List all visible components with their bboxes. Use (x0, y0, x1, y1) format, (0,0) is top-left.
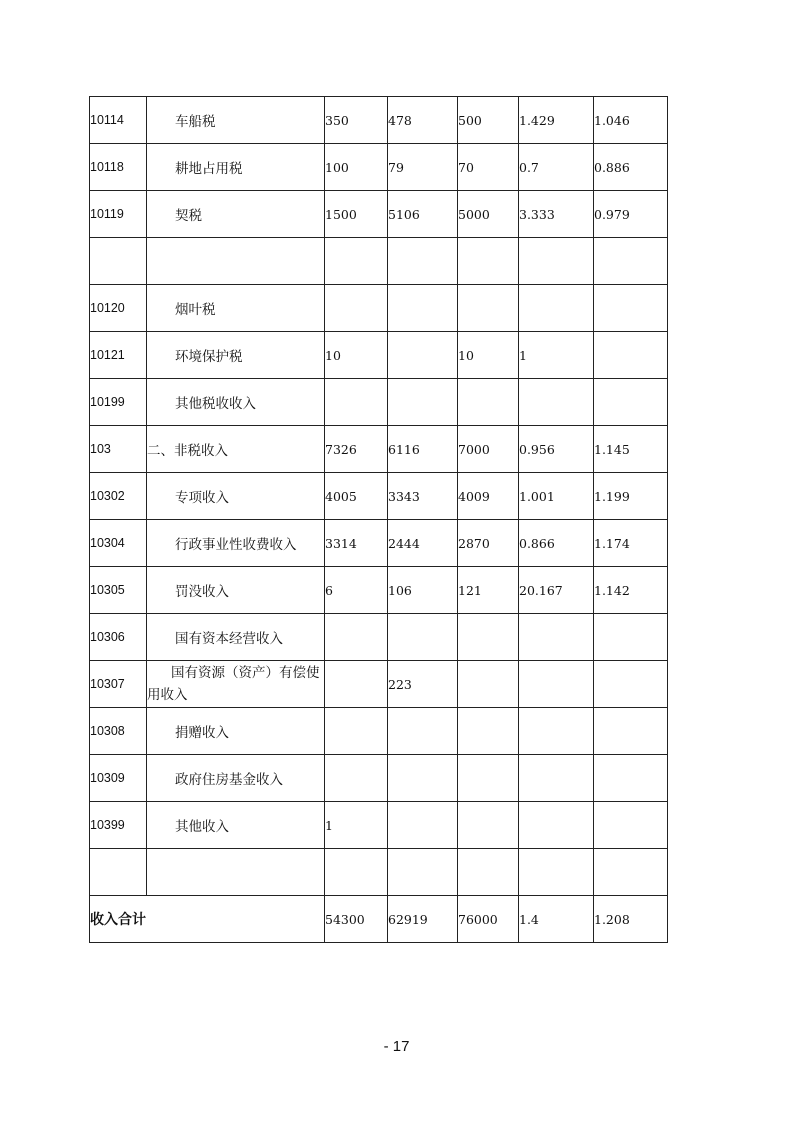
table-row (90, 520, 668, 567)
table-row (90, 379, 668, 426)
row-value-1 (325, 849, 388, 896)
row-code: 10307 (90, 661, 147, 708)
row-ratio-2 (594, 332, 668, 379)
row-value-1 (325, 661, 388, 708)
row-name: 契税 (147, 191, 325, 238)
row-value-1: 1 (325, 802, 388, 849)
row-value-2 (388, 849, 458, 896)
total-value-3: 76000 (458, 896, 519, 943)
row-value-1 (325, 755, 388, 802)
total-value-2: 62919 (388, 896, 458, 943)
row-value-1: 1500 (325, 191, 388, 238)
row-ratio-2 (594, 285, 668, 332)
table-row (90, 191, 668, 238)
row-code: 10302 (90, 473, 147, 520)
row-code: 10306 (90, 614, 147, 661)
row-value-2 (388, 614, 458, 661)
row-ratio-1: 1.001 (519, 473, 594, 520)
row-code: 10119 (90, 191, 147, 238)
row-value-1: 100 (325, 144, 388, 191)
row-value-3 (458, 238, 519, 285)
row-value-1 (325, 379, 388, 426)
row-value-2 (388, 755, 458, 802)
table-row (90, 97, 668, 144)
row-value-2: 3343 (388, 473, 458, 520)
revenue-table (89, 96, 668, 943)
row-name: 专项收入 (147, 473, 325, 520)
row-value-3: 5000 (458, 191, 519, 238)
row-ratio-1 (519, 238, 594, 285)
row-name: 国有资本经营收入 (147, 614, 325, 661)
row-code: 10118 (90, 144, 147, 191)
row-value-3: 500 (458, 97, 519, 144)
row-name: 行政事业性收费收入 (147, 520, 325, 567)
row-name (147, 238, 325, 285)
row-name: 耕地占用税 (147, 144, 325, 191)
row-code: 10114 (90, 97, 147, 144)
row-value-2 (388, 802, 458, 849)
row-ratio-2: 1.145 (594, 426, 668, 473)
row-value-1: 350 (325, 97, 388, 144)
row-code: 10305 (90, 567, 147, 614)
row-value-1 (325, 708, 388, 755)
row-value-2: 5106 (388, 191, 458, 238)
row-value-2 (388, 379, 458, 426)
table-row (90, 238, 668, 285)
row-value-3: 7000 (458, 426, 519, 473)
row-ratio-2 (594, 379, 668, 426)
table-row (90, 567, 668, 614)
row-name: 烟叶税 (147, 285, 325, 332)
total-row (90, 896, 668, 943)
row-value-2: 2444 (388, 520, 458, 567)
row-ratio-1: 1 (519, 332, 594, 379)
row-ratio-1: 20.167 (519, 567, 594, 614)
row-value-3: 10 (458, 332, 519, 379)
row-value-1 (325, 238, 388, 285)
row-ratio-2 (594, 238, 668, 285)
row-value-3: 70 (458, 144, 519, 191)
row-ratio-2 (594, 755, 668, 802)
row-ratio-1 (519, 285, 594, 332)
row-ratio-2 (594, 849, 668, 896)
row-ratio-1: 0.7 (519, 144, 594, 191)
row-ratio-1: 1.429 (519, 97, 594, 144)
row-value-3: 121 (458, 567, 519, 614)
row-ratio-2 (594, 708, 668, 755)
row-ratio-2: 1.174 (594, 520, 668, 567)
row-name: 其他收入 (147, 802, 325, 849)
row-name: 政府住房基金收入 (147, 755, 325, 802)
row-value-1: 10 (325, 332, 388, 379)
row-name: 其他税收收入 (147, 379, 325, 426)
row-code: 10309 (90, 755, 147, 802)
total-label: 收入合计 (90, 896, 325, 943)
total-ratio-2: 1.208 (594, 896, 668, 943)
row-value-3 (458, 285, 519, 332)
row-value-1: 7326 (325, 426, 388, 473)
row-name: 二、非税收入 (147, 426, 325, 473)
row-value-2 (388, 708, 458, 755)
row-name (147, 661, 325, 708)
total-ratio-1: 1.4 (519, 896, 594, 943)
row-value-3 (458, 849, 519, 896)
row-code (90, 849, 147, 896)
table-row (90, 285, 668, 332)
row-value-2: 6116 (388, 426, 458, 473)
row-value-3 (458, 802, 519, 849)
row-ratio-1: 3.333 (519, 191, 594, 238)
row-name (147, 849, 325, 896)
row-ratio-2: 1.046 (594, 97, 668, 144)
row-value-3 (458, 708, 519, 755)
row-value-3 (458, 614, 519, 661)
row-ratio-1 (519, 755, 594, 802)
row-name: 车船税 (147, 97, 325, 144)
row-code: 10121 (90, 332, 147, 379)
row-ratio-2: 0.886 (594, 144, 668, 191)
row-value-2: 478 (388, 97, 458, 144)
row-value-2 (388, 332, 458, 379)
row-code: 103 (90, 426, 147, 473)
row-ratio-2: 0.979 (594, 191, 668, 238)
table-row (90, 426, 668, 473)
row-value-3 (458, 755, 519, 802)
row-name: 捐赠收入 (147, 708, 325, 755)
row-value-2: 223 (388, 661, 458, 708)
row-value-3 (458, 379, 519, 426)
table-row (90, 332, 668, 379)
row-value-1 (325, 614, 388, 661)
row-value-1 (325, 285, 388, 332)
revenue-table-body (90, 97, 668, 943)
row-ratio-1 (519, 802, 594, 849)
row-ratio-1: 0.866 (519, 520, 594, 567)
row-name-text: 国有资源（资产）有偿使用收入 (147, 665, 320, 703)
row-value-2: 106 (388, 567, 458, 614)
row-ratio-2 (594, 614, 668, 661)
row-ratio-1 (519, 708, 594, 755)
row-ratio-2 (594, 802, 668, 849)
row-value-2 (388, 238, 458, 285)
row-value-3: 2870 (458, 520, 519, 567)
table-row (90, 708, 668, 755)
row-ratio-2 (594, 661, 668, 708)
page-number: - 17 (383, 1038, 410, 1055)
table-row (90, 849, 668, 896)
row-ratio-2: 1.199 (594, 473, 668, 520)
table-row (90, 661, 668, 708)
table-row (90, 144, 668, 191)
row-code: 10304 (90, 520, 147, 567)
row-code (90, 238, 147, 285)
table-row (90, 473, 668, 520)
row-name: 罚没收入 (147, 567, 325, 614)
row-code: 10199 (90, 379, 147, 426)
row-value-2 (388, 285, 458, 332)
row-code: 10120 (90, 285, 147, 332)
row-name: 环境保护税 (147, 332, 325, 379)
row-value-3: 4009 (458, 473, 519, 520)
row-value-1: 4005 (325, 473, 388, 520)
total-value-1: 54300 (325, 896, 388, 943)
table-row (90, 755, 668, 802)
row-ratio-1 (519, 614, 594, 661)
row-ratio-1 (519, 661, 594, 708)
table-row (90, 614, 668, 661)
row-ratio-1 (519, 849, 594, 896)
row-value-1: 6 (325, 567, 388, 614)
row-code: 10399 (90, 802, 147, 849)
row-code: 10308 (90, 708, 147, 755)
row-ratio-1 (519, 379, 594, 426)
row-value-1: 3314 (325, 520, 388, 567)
row-ratio-2: 1.142 (594, 567, 668, 614)
row-ratio-1: 0.956 (519, 426, 594, 473)
table-row (90, 802, 668, 849)
row-value-3 (458, 661, 519, 708)
row-value-2: 79 (388, 144, 458, 191)
